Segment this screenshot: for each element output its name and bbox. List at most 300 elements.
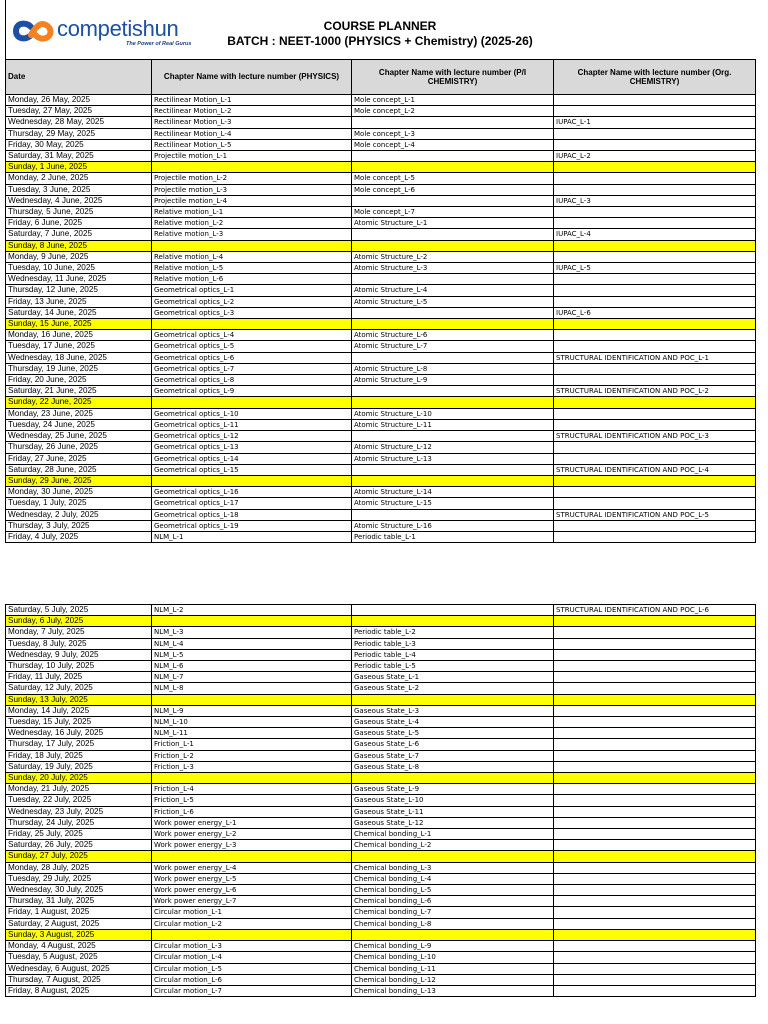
table-row bbox=[6, 817, 756, 828]
cell-date: Monday, 28 July, 2025 bbox=[6, 862, 152, 873]
table-row bbox=[6, 661, 756, 672]
table-row bbox=[6, 795, 756, 806]
cell-physics: NLM_L-11 bbox=[152, 728, 352, 739]
cell-org-chemistry bbox=[554, 694, 756, 705]
cell-pi-chemistry bbox=[352, 352, 554, 363]
cell-pi-chemistry: Gaseous State_L-3 bbox=[352, 705, 554, 716]
cell-pi-chemistry bbox=[352, 319, 554, 330]
cell-org-chemistry: IUPAC_L-4 bbox=[554, 229, 756, 240]
cell-pi-chemistry bbox=[352, 851, 554, 862]
cell-date: Saturday, 2 August, 2025 bbox=[6, 918, 152, 929]
cell-org-chemistry bbox=[554, 627, 756, 638]
table-row bbox=[6, 285, 756, 296]
cell-date: Sunday, 3 August, 2025 bbox=[6, 929, 152, 940]
cell-pi-chemistry bbox=[352, 464, 554, 475]
cell-pi-chemistry: Periodic table_L-4 bbox=[352, 649, 554, 660]
sunday-row bbox=[6, 475, 756, 486]
cell-pi-chemistry: Atomic Structure_L-6 bbox=[352, 330, 554, 341]
cell-pi-chemistry: Periodic table_L-5 bbox=[352, 661, 554, 672]
cell-org-chemistry bbox=[554, 717, 756, 728]
cell-date: Sunday, 15 June, 2025 bbox=[6, 319, 152, 330]
cell-physics: NLM_L-2 bbox=[152, 605, 352, 616]
cell-date: Saturday, 14 June, 2025 bbox=[6, 307, 152, 318]
cell-org-chemistry bbox=[554, 817, 756, 828]
cell-date: Monday, 26 May, 2025 bbox=[6, 95, 152, 106]
cell-physics: Relative motion_L-2 bbox=[152, 218, 352, 229]
cell-pi-chemistry: Gaseous State_L-9 bbox=[352, 784, 554, 795]
table-row bbox=[6, 509, 756, 520]
cell-physics: Friction_L-1 bbox=[152, 739, 352, 750]
cell-pi-chemistry bbox=[352, 397, 554, 408]
cell-org-chemistry bbox=[554, 885, 756, 896]
cell-date: Wednesday, 4 June, 2025 bbox=[6, 195, 152, 206]
cell-date: Thursday, 10 July, 2025 bbox=[6, 661, 152, 672]
cell-date: Sunday, 13 July, 2025 bbox=[6, 694, 152, 705]
cell-physics: NLM_L-5 bbox=[152, 649, 352, 660]
cell-date: Friday, 13 June, 2025 bbox=[6, 296, 152, 307]
table-row bbox=[6, 408, 756, 419]
cell-pi-chemistry: Atomic Structure_L-3 bbox=[352, 263, 554, 274]
table-row bbox=[6, 649, 756, 660]
table-row bbox=[6, 896, 756, 907]
sunday-row bbox=[6, 851, 756, 862]
cell-physics: Geometrical optics_L-8 bbox=[152, 375, 352, 386]
cell-org-chemistry: STRUCTURAL IDENTIFICATION AND POC_L-3 bbox=[554, 431, 756, 442]
cell-date: Sunday, 29 June, 2025 bbox=[6, 475, 152, 486]
cell-pi-chemistry: Chemical bonding_L-3 bbox=[352, 862, 554, 873]
cell-org-chemistry bbox=[554, 963, 756, 974]
cell-org-chemistry bbox=[554, 795, 756, 806]
cell-pi-chemistry: Atomic Structure_L-10 bbox=[352, 408, 554, 419]
table-row bbox=[6, 106, 756, 117]
cell-pi-chemistry: Gaseous State_L-5 bbox=[352, 728, 554, 739]
sunday-row bbox=[6, 240, 756, 251]
cell-org-chemistry: STRUCTURAL IDENTIFICATION AND POC_L-1 bbox=[554, 352, 756, 363]
cell-org-chemistry bbox=[554, 319, 756, 330]
cell-date: Saturday, 28 June, 2025 bbox=[6, 464, 152, 475]
cell-date: Wednesday, 30 July, 2025 bbox=[6, 885, 152, 896]
cell-org-chemistry bbox=[554, 498, 756, 509]
cell-pi-chemistry: Chemical bonding_L-1 bbox=[352, 829, 554, 840]
cell-org-chemistry: IUPAC_L-2 bbox=[554, 151, 756, 162]
table-row bbox=[6, 750, 756, 761]
cell-physics: Circular motion_L-7 bbox=[152, 985, 352, 996]
cell-pi-chemistry: Chemical bonding_L-4 bbox=[352, 873, 554, 884]
cell-org-chemistry bbox=[554, 896, 756, 907]
table-row bbox=[6, 531, 756, 542]
table-row bbox=[6, 885, 756, 896]
cell-physics: Circular motion_L-6 bbox=[152, 974, 352, 985]
cell-physics: Work power energy_L-2 bbox=[152, 829, 352, 840]
cell-pi-chemistry bbox=[352, 307, 554, 318]
cell-physics bbox=[152, 851, 352, 862]
table-row bbox=[6, 341, 756, 352]
table-row bbox=[6, 638, 756, 649]
sunday-row bbox=[6, 616, 756, 627]
cell-date: Thursday, 17 July, 2025 bbox=[6, 739, 152, 750]
cell-org-chemistry bbox=[554, 442, 756, 453]
cell-org-chemistry bbox=[554, 929, 756, 940]
sunday-row bbox=[6, 319, 756, 330]
cell-pi-chemistry: Mole concept_L-6 bbox=[352, 184, 554, 195]
cell-pi-chemistry: Atomic Structure_L-13 bbox=[352, 453, 554, 464]
cell-physics: Work power energy_L-3 bbox=[152, 840, 352, 851]
cell-date: Monday, 4 August, 2025 bbox=[6, 941, 152, 952]
cell-pi-chemistry: Chemical bonding_L-9 bbox=[352, 941, 554, 952]
cell-physics: Relative motion_L-3 bbox=[152, 229, 352, 240]
cell-org-chemistry bbox=[554, 918, 756, 929]
cell-org-chemistry: IUPAC_L-1 bbox=[554, 117, 756, 128]
cell-org-chemistry bbox=[554, 520, 756, 531]
cell-physics: Circular motion_L-4 bbox=[152, 952, 352, 963]
table-row bbox=[6, 263, 756, 274]
cell-org-chemistry bbox=[554, 475, 756, 486]
header-date: Date bbox=[6, 60, 152, 95]
schedule-table-part-1 bbox=[5, 59, 755, 543]
cell-org-chemistry bbox=[554, 728, 756, 739]
cell-org-chemistry bbox=[554, 941, 756, 952]
cell-date: Friday, 6 June, 2025 bbox=[6, 218, 152, 229]
cell-physics: Geometrical optics_L-12 bbox=[152, 431, 352, 442]
cell-date: Thursday, 31 July, 2025 bbox=[6, 896, 152, 907]
cell-physics: Geometrical optics_L-19 bbox=[152, 520, 352, 531]
table-row bbox=[6, 431, 756, 442]
cell-pi-chemistry: Gaseous State_L-10 bbox=[352, 795, 554, 806]
table-row bbox=[6, 184, 756, 195]
cell-date: Friday, 30 May, 2025 bbox=[6, 139, 152, 150]
table-row bbox=[6, 672, 756, 683]
cell-org-chemistry bbox=[554, 162, 756, 173]
cell-pi-chemistry bbox=[352, 274, 554, 285]
cell-date: Monday, 21 July, 2025 bbox=[6, 784, 152, 795]
cell-physics bbox=[152, 773, 352, 784]
sunday-row bbox=[6, 694, 756, 705]
cell-date: Thursday, 12 June, 2025 bbox=[6, 285, 152, 296]
table-row bbox=[6, 419, 756, 430]
cell-date: Monday, 9 June, 2025 bbox=[6, 251, 152, 262]
cell-org-chemistry bbox=[554, 672, 756, 683]
cell-physics: Rectilinear Motion_L-1 bbox=[152, 95, 352, 106]
cell-pi-chemistry bbox=[352, 509, 554, 520]
brand-infinity-icon bbox=[12, 20, 56, 42]
cell-pi-chemistry: Atomic Structure_L-7 bbox=[352, 341, 554, 352]
cell-date: Saturday, 5 July, 2025 bbox=[6, 605, 152, 616]
cell-physics: Work power energy_L-6 bbox=[152, 885, 352, 896]
table-row bbox=[6, 464, 756, 475]
cell-date: Friday, 4 July, 2025 bbox=[6, 531, 152, 542]
cell-date: Friday, 20 June, 2025 bbox=[6, 375, 152, 386]
cell-org-chemistry bbox=[554, 806, 756, 817]
cell-org-chemistry bbox=[554, 173, 756, 184]
cell-date: Saturday, 31 May, 2025 bbox=[6, 151, 152, 162]
cell-pi-chemistry: Gaseous State_L-11 bbox=[352, 806, 554, 817]
cell-date: Monday, 14 July, 2025 bbox=[6, 705, 152, 716]
table-row bbox=[6, 873, 756, 884]
cell-pi-chemistry: Atomic Structure_L-9 bbox=[352, 375, 554, 386]
table-row bbox=[6, 520, 756, 531]
table-row bbox=[6, 761, 756, 772]
cell-pi-chemistry: Atomic Structure_L-5 bbox=[352, 296, 554, 307]
table-row bbox=[6, 918, 756, 929]
cell-pi-chemistry: Mole concept_L-7 bbox=[352, 207, 554, 218]
cell-date: Thursday, 26 June, 2025 bbox=[6, 442, 152, 453]
table-row bbox=[6, 974, 756, 985]
cell-physics: Friction_L-3 bbox=[152, 761, 352, 772]
cell-org-chemistry bbox=[554, 952, 756, 963]
cell-pi-chemistry: Gaseous State_L-7 bbox=[352, 750, 554, 761]
cell-org-chemistry: STRUCTURAL IDENTIFICATION AND POC_L-6 bbox=[554, 605, 756, 616]
cell-org-chemistry bbox=[554, 330, 756, 341]
cell-physics: Rectilinear Motion_L-3 bbox=[152, 117, 352, 128]
cell-physics: Circular motion_L-2 bbox=[152, 918, 352, 929]
table-row bbox=[6, 251, 756, 262]
cell-org-chemistry bbox=[554, 705, 756, 716]
cell-pi-chemistry: Atomic Structure_L-16 bbox=[352, 520, 554, 531]
cell-date: Sunday, 8 June, 2025 bbox=[6, 240, 152, 251]
table-row bbox=[6, 784, 756, 795]
cell-org-chemistry bbox=[554, 375, 756, 386]
document-title bbox=[190, 19, 570, 49]
cell-org-chemistry bbox=[554, 95, 756, 106]
table-row bbox=[6, 627, 756, 638]
cell-pi-chemistry bbox=[352, 195, 554, 206]
cell-org-chemistry bbox=[554, 750, 756, 761]
cell-pi-chemistry: Gaseous State_L-6 bbox=[352, 739, 554, 750]
cell-org-chemistry: STRUCTURAL IDENTIFICATION AND POC_L-4 bbox=[554, 464, 756, 475]
cell-physics: Geometrical optics_L-17 bbox=[152, 498, 352, 509]
cell-date: Thursday, 29 May, 2025 bbox=[6, 128, 152, 139]
table-row bbox=[6, 806, 756, 817]
table-row bbox=[6, 739, 756, 750]
cell-physics: Work power energy_L-5 bbox=[152, 873, 352, 884]
cell-pi-chemistry bbox=[352, 229, 554, 240]
cell-physics: Work power energy_L-1 bbox=[152, 817, 352, 828]
cell-date: Tuesday, 8 July, 2025 bbox=[6, 638, 152, 649]
cell-date: Wednesday, 18 June, 2025 bbox=[6, 352, 152, 363]
cell-pi-chemistry bbox=[352, 386, 554, 397]
cell-date: Wednesday, 28 May, 2025 bbox=[6, 117, 152, 128]
cell-org-chemistry bbox=[554, 296, 756, 307]
title-line-1: COURSE PLANNER bbox=[323, 19, 437, 33]
cell-pi-chemistry: Chemical bonding_L-5 bbox=[352, 885, 554, 896]
table-row bbox=[6, 307, 756, 318]
cell-pi-chemistry: Atomic Structure_L-4 bbox=[352, 285, 554, 296]
cell-physics: Geometrical optics_L-15 bbox=[152, 464, 352, 475]
cell-date: Friday, 27 June, 2025 bbox=[6, 453, 152, 464]
cell-pi-chemistry: Chemical bonding_L-13 bbox=[352, 985, 554, 996]
table-row bbox=[6, 605, 756, 616]
cell-physics: Geometrical optics_L-7 bbox=[152, 363, 352, 374]
cell-date: Sunday, 1 June, 2025 bbox=[6, 162, 152, 173]
cell-date: Wednesday, 6 August, 2025 bbox=[6, 963, 152, 974]
cell-org-chemistry bbox=[554, 274, 756, 285]
table-row bbox=[6, 728, 756, 739]
cell-pi-chemistry bbox=[352, 616, 554, 627]
table-row bbox=[6, 717, 756, 728]
cell-pi-chemistry: Periodic table_L-1 bbox=[352, 531, 554, 542]
cell-org-chemistry bbox=[554, 139, 756, 150]
table-row bbox=[6, 296, 756, 307]
cell-physics: NLM_L-9 bbox=[152, 705, 352, 716]
cell-org-chemistry bbox=[554, 106, 756, 117]
cell-pi-chemistry: Chemical bonding_L-6 bbox=[352, 896, 554, 907]
cell-physics: Circular motion_L-3 bbox=[152, 941, 352, 952]
cell-date: Friday, 8 August, 2025 bbox=[6, 985, 152, 996]
cell-date: Monday, 16 June, 2025 bbox=[6, 330, 152, 341]
cell-org-chemistry bbox=[554, 240, 756, 251]
cell-date: Sunday, 22 June, 2025 bbox=[6, 397, 152, 408]
table-row bbox=[6, 218, 756, 229]
cell-physics: NLM_L-7 bbox=[152, 672, 352, 683]
cell-date: Tuesday, 22 July, 2025 bbox=[6, 795, 152, 806]
cell-physics: NLM_L-3 bbox=[152, 627, 352, 638]
cell-physics: Geometrical optics_L-16 bbox=[152, 487, 352, 498]
cell-pi-chemistry: Atomic Structure_L-1 bbox=[352, 218, 554, 229]
cell-physics: Friction_L-4 bbox=[152, 784, 352, 795]
cell-org-chemistry: IUPAC_L-5 bbox=[554, 263, 756, 274]
cell-pi-chemistry: Chemical bonding_L-12 bbox=[352, 974, 554, 985]
cell-pi-chemistry: Gaseous State_L-8 bbox=[352, 761, 554, 772]
cell-physics: Geometrical optics_L-11 bbox=[152, 419, 352, 430]
cell-pi-chemistry: Chemical bonding_L-10 bbox=[352, 952, 554, 963]
table-row bbox=[6, 330, 756, 341]
cell-date: Friday, 11 July, 2025 bbox=[6, 672, 152, 683]
cell-org-chemistry bbox=[554, 408, 756, 419]
cell-date: Wednesday, 9 July, 2025 bbox=[6, 649, 152, 660]
cell-pi-chemistry bbox=[352, 773, 554, 784]
cell-date: Wednesday, 16 July, 2025 bbox=[6, 728, 152, 739]
cell-physics bbox=[152, 616, 352, 627]
cell-physics: Friction_L-2 bbox=[152, 750, 352, 761]
cell-physics: Relative motion_L-5 bbox=[152, 263, 352, 274]
cell-physics: Rectilinear Motion_L-4 bbox=[152, 128, 352, 139]
cell-pi-chemistry bbox=[352, 117, 554, 128]
table-row bbox=[6, 498, 756, 509]
cell-date: Tuesday, 1 July, 2025 bbox=[6, 498, 152, 509]
cell-pi-chemistry: Periodic table_L-2 bbox=[352, 627, 554, 638]
cell-org-chemistry: IUPAC_L-3 bbox=[554, 195, 756, 206]
cell-date: Tuesday, 24 June, 2025 bbox=[6, 419, 152, 430]
cell-pi-chemistry: Chemical bonding_L-11 bbox=[352, 963, 554, 974]
table-row bbox=[6, 151, 756, 162]
table-row bbox=[6, 363, 756, 374]
cell-pi-chemistry: Atomic Structure_L-11 bbox=[352, 419, 554, 430]
cell-org-chemistry: STRUCTURAL IDENTIFICATION AND POC_L-2 bbox=[554, 386, 756, 397]
cell-org-chemistry bbox=[554, 616, 756, 627]
cell-org-chemistry bbox=[554, 638, 756, 649]
table-row bbox=[6, 840, 756, 851]
cell-physics: Geometrical optics_L-10 bbox=[152, 408, 352, 419]
sunday-row bbox=[6, 397, 756, 408]
cell-date: Wednesday, 23 July, 2025 bbox=[6, 806, 152, 817]
table-row bbox=[6, 829, 756, 840]
cell-date: Thursday, 5 June, 2025 bbox=[6, 207, 152, 218]
cell-date: Sunday, 6 July, 2025 bbox=[6, 616, 152, 627]
header-row bbox=[6, 60, 756, 95]
cell-date: Saturday, 26 July, 2025 bbox=[6, 840, 152, 851]
cell-org-chemistry bbox=[554, 397, 756, 408]
cell-pi-chemistry bbox=[352, 431, 554, 442]
table-row bbox=[6, 139, 756, 150]
cell-org-chemistry bbox=[554, 761, 756, 772]
cell-date: Friday, 25 July, 2025 bbox=[6, 829, 152, 840]
cell-physics: Relative motion_L-6 bbox=[152, 274, 352, 285]
cell-physics: Circular motion_L-1 bbox=[152, 907, 352, 918]
cell-org-chemistry bbox=[554, 453, 756, 464]
cell-physics bbox=[152, 162, 352, 173]
cell-org-chemistry bbox=[554, 128, 756, 139]
cell-physics: NLM_L-8 bbox=[152, 683, 352, 694]
table-row bbox=[6, 985, 756, 996]
cell-pi-chemistry: Mole concept_L-2 bbox=[352, 106, 554, 117]
cell-pi-chemistry: Mole concept_L-1 bbox=[352, 95, 554, 106]
cell-physics: Geometrical optics_L-9 bbox=[152, 386, 352, 397]
cell-pi-chemistry bbox=[352, 151, 554, 162]
schedule-table-part-2 bbox=[5, 604, 755, 997]
cell-pi-chemistry bbox=[352, 162, 554, 173]
table-row bbox=[6, 941, 756, 952]
cell-date: Monday, 23 June, 2025 bbox=[6, 408, 152, 419]
cell-physics: NLM_L-10 bbox=[152, 717, 352, 728]
cell-org-chemistry bbox=[554, 862, 756, 873]
cell-pi-chemistry: Gaseous State_L-1 bbox=[352, 672, 554, 683]
table-row bbox=[6, 173, 756, 184]
table-row bbox=[6, 453, 756, 464]
cell-pi-chemistry: Chemical bonding_L-8 bbox=[352, 918, 554, 929]
table-row bbox=[6, 207, 756, 218]
sunday-row bbox=[6, 929, 756, 940]
cell-physics: Projectile motion_L-4 bbox=[152, 195, 352, 206]
cell-org-chemistry bbox=[554, 829, 756, 840]
cell-org-chemistry bbox=[554, 840, 756, 851]
table-row bbox=[6, 683, 756, 694]
cell-date: Saturday, 7 June, 2025 bbox=[6, 229, 152, 240]
cell-org-chemistry bbox=[554, 873, 756, 884]
cell-physics: Projectile motion_L-3 bbox=[152, 184, 352, 195]
cell-pi-chemistry: Gaseous State_L-2 bbox=[352, 683, 554, 694]
cell-physics: Projectile motion_L-1 bbox=[152, 151, 352, 162]
cell-org-chemistry bbox=[554, 419, 756, 430]
cell-pi-chemistry: Atomic Structure_L-14 bbox=[352, 487, 554, 498]
cell-physics bbox=[152, 240, 352, 251]
cell-physics: Work power energy_L-7 bbox=[152, 896, 352, 907]
cell-date: Saturday, 12 July, 2025 bbox=[6, 683, 152, 694]
table-row bbox=[6, 963, 756, 974]
cell-org-chemistry bbox=[554, 683, 756, 694]
cell-org-chemistry bbox=[554, 363, 756, 374]
header-org-chemistry: Chapter Name with lecture number (Org. CHEMISTRY) bbox=[554, 60, 756, 95]
cell-physics bbox=[152, 319, 352, 330]
cell-physics: Geometrical optics_L-14 bbox=[152, 453, 352, 464]
cell-physics: Geometrical optics_L-13 bbox=[152, 442, 352, 453]
cell-org-chemistry bbox=[554, 341, 756, 352]
brand-tagline: The Power of Real Gurus bbox=[126, 41, 192, 47]
table-row bbox=[6, 229, 756, 240]
table-row bbox=[6, 128, 756, 139]
cell-date: Tuesday, 15 July, 2025 bbox=[6, 717, 152, 728]
cell-date: Thursday, 24 July, 2025 bbox=[6, 817, 152, 828]
cell-pi-chemistry bbox=[352, 475, 554, 486]
sunday-row bbox=[6, 773, 756, 784]
cell-pi-chemistry: Periodic table_L-3 bbox=[352, 638, 554, 649]
cell-physics: Rectilinear Motion_L-5 bbox=[152, 139, 352, 150]
cell-pi-chemistry: Mole concept_L-3 bbox=[352, 128, 554, 139]
cell-physics: Geometrical optics_L-5 bbox=[152, 341, 352, 352]
cell-physics bbox=[152, 694, 352, 705]
cell-physics bbox=[152, 397, 352, 408]
title-line-2: BATCH : NEET-1000 (PHYSICS + Chemistry) (2025-26) bbox=[227, 34, 533, 48]
cell-physics: Friction_L-5 bbox=[152, 795, 352, 806]
